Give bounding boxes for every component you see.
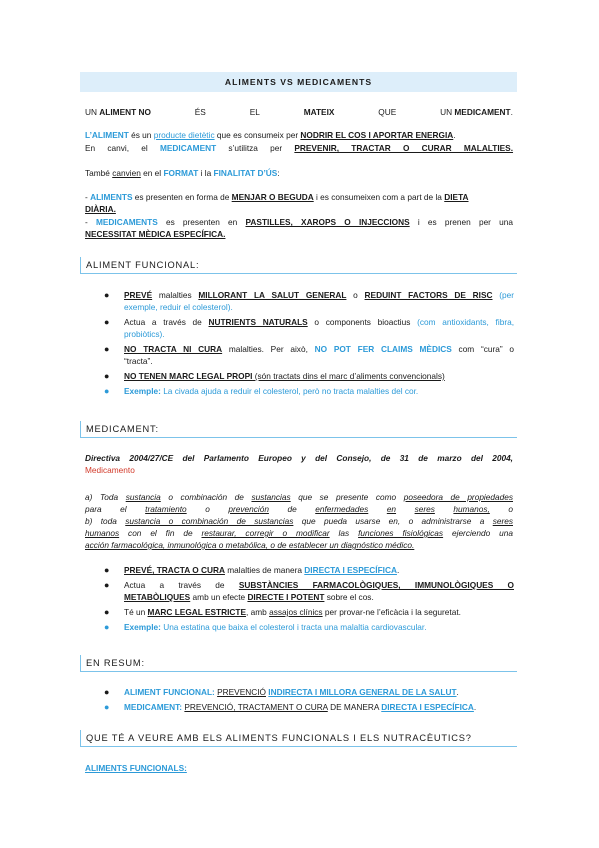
- section-en-resum: EN RESUM:: [80, 655, 517, 672]
- aliments-funcionals-heading: ALIMENTS FUNCIONALS:: [85, 763, 187, 773]
- aliments-format: - ALIMENTS es presenten en forma de MENJAR O BEGUDA i es consumeixen com a part de la DIETA DIÀRIA.: [85, 192, 469, 214]
- list-item: ● NO TENEN MARC LEGAL PROPI (són tractats dins el marc d’aliments convencionals): [104, 371, 445, 381]
- directive-subtitle: Medicamento: [85, 465, 135, 475]
- format-line: També canvien en el FORMAT i la FINALITAT D’ÚS:: [85, 168, 280, 178]
- list-item: ● Exemple: La civada ajuda a reduir el colesterol, però no tracta malalties del cor.: [104, 386, 419, 396]
- medicament-list: [104, 564, 514, 636]
- section-nutraceutics-question: QUE TÉ A VEURE AMB ELS ALIMENTS FUNCIONALS I ELS NUTRACÈUTICS?: [80, 730, 517, 747]
- list-item: ● PREVÉ malalties MILLORANT LA SALUT GENERAL o REDUINT FACTORS DE RISC (per exemple, reduir el colesterol).: [104, 290, 514, 312]
- medicaments-format: - MEDICAMENTS es presenten en PASTILLES, XAROPS O INJECCIONS i es prenen per una NECESSITAT MÈDICA ESPECÍFICA.: [85, 217, 513, 239]
- intro-line: UN ALIMENT NO ÉS EL MATEIX QUE UN MEDICAMENT.: [85, 107, 513, 117]
- list-item: ● PREVÉ, TRACTA O CURA malalties de manera DIRECTA I ESPECÍFICA.: [104, 565, 400, 575]
- list-item: ● Exemple: Una estatina que baixa el colesterol i tracta una malaltia cardiovascular.: [104, 622, 427, 632]
- directive-definition: a) Toda sustancia o combinación de sustancias que se presente como poseedora de propiedades para el tratamiento o prevención de enfermedades en seres humanos, o b) toda sustancia o combinación de sustancias que pueda usarse en, o administrarse a seres humanos con el fin de restaurar, corregir o modificar las funciones fisiológicas ejerciendo una acción farmacológica, inmunológica o metabólica, o de establecer un diagnóstico médico.: [85, 492, 514, 550]
- document-title: ALIMENTS VS MEDICAMENTS: [80, 72, 517, 92]
- list-item: ● MEDICAMENT: PREVENCIÓ, TRACTAMENT O CURA DE MANERA DIRECTA I ESPECÍFICA.: [104, 702, 477, 712]
- list-item: ● Té un MARC LEGAL ESTRICTE, amb assajos clínics per provar-ne l’eficàcia i la seguretat.: [104, 607, 461, 617]
- list-item: ● NO TRACTA NI CURA malalties. Per això, NO POT FER CLAIMS MÈDICS com “cura” o “tracta”.: [104, 344, 514, 366]
- list-item: ● Actua a través de NUTRIENTS NATURALS o components bioactius (com antioxidants, fibra, probiòtics).: [104, 317, 514, 339]
- aliment-funcional-list: [104, 289, 514, 400]
- aliment-definition: L’ALIMENT és un producte dietètic que es consumeix per NODRIR EL COS I APORTAR ENERGIA.: [85, 130, 456, 140]
- resum-list: [104, 686, 514, 716]
- list-item: ● ALIMENT FUNCIONAL: PREVENCIÓ INDIRECTA I MILLORA GENERAL DE LA SALUT.: [104, 687, 459, 697]
- list-item: ● Actua a través de SUBSTÀNCIES FARMACOLÒGIQUES, IMMUNOLÒGIQUES O METABÒLIQUES amb un efecte DIRECTE I POTENT sobre el cos.: [104, 580, 514, 602]
- directive-title: Directiva 2004/27/CE del Parlamento Europeo y del Consejo, de 31 de marzo del 2004,: [85, 453, 513, 463]
- medicament-definition: En canvi, el MEDICAMENT s’utilitza per PREVENIR, TRACTAR O CURAR MALALTIES.: [85, 143, 514, 153]
- section-medicament: MEDICAMENT:: [80, 421, 517, 438]
- section-aliment-funcional: ALIMENT FUNCIONAL:: [80, 257, 517, 274]
